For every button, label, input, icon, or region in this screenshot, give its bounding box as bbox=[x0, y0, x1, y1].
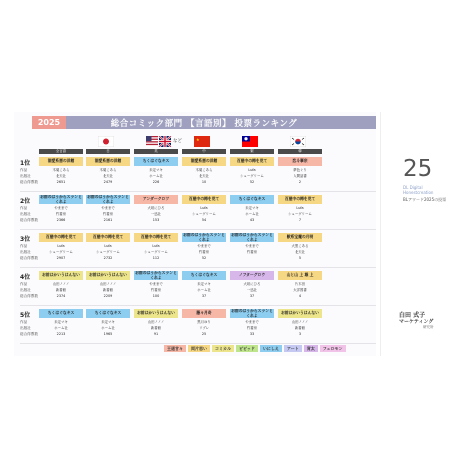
rank-label: 5位 bbox=[20, 312, 31, 319]
legend-chip: アート bbox=[284, 345, 302, 352]
work-publisher: 新書館 bbox=[102, 288, 114, 292]
row-label: 出版社 bbox=[20, 288, 31, 292]
work-author: 黒月ゆり bbox=[197, 320, 211, 324]
work-author: やままで bbox=[245, 244, 259, 248]
work-title[interactable]: ちくはぐなキス bbox=[182, 271, 226, 280]
taiwan-flag-icon bbox=[242, 135, 258, 147]
work-votes: 2374 bbox=[56, 294, 66, 298]
row-label: 出版社 bbox=[20, 326, 31, 330]
work-author: 山田ノノノ bbox=[291, 320, 309, 324]
work-votes: 100 bbox=[152, 294, 160, 298]
work-publisher: ホーム社 bbox=[101, 326, 115, 330]
year-badge: 2025 bbox=[32, 116, 66, 129]
work-title[interactable]: お前のはうからスランとくれよ bbox=[231, 309, 273, 318]
work-author: 山田ノノノ bbox=[147, 320, 165, 324]
legend-chip: フェロモン bbox=[320, 345, 346, 352]
work-votes: 226 bbox=[152, 180, 160, 184]
work-votes: 2651 bbox=[56, 180, 66, 184]
work-publisher: 竹書房 bbox=[55, 212, 67, 216]
work-publisher: 新書館 bbox=[150, 326, 162, 330]
row-divider bbox=[20, 343, 376, 344]
work-votes: 54 bbox=[201, 218, 207, 222]
work-title[interactable]: お前はかいうはんない bbox=[86, 271, 130, 280]
work-votes: 91 bbox=[153, 332, 159, 336]
work-title[interactable]: 百屋中の梅を見て bbox=[134, 233, 178, 242]
rank-label: 1位 bbox=[20, 160, 31, 167]
legend-chip: 王道甘々 bbox=[164, 345, 186, 352]
work-publisher: 北天社 bbox=[55, 174, 67, 178]
work-title[interactable]: お前のはうからスランとくれよ bbox=[40, 195, 82, 204]
work-author: 未定マキ bbox=[197, 282, 211, 286]
side-panel bbox=[380, 112, 447, 356]
work-title[interactable]: ノフターグロウ bbox=[230, 271, 274, 280]
side-caption-1: DL Digital bbox=[403, 185, 423, 190]
work-author: Lufa bbox=[104, 244, 112, 248]
work-votes: 3 bbox=[298, 332, 302, 336]
work-author: 未定マキ bbox=[54, 320, 68, 324]
row-divider bbox=[20, 229, 376, 230]
work-votes: 10 bbox=[201, 180, 207, 184]
work-author: 山田ノノノ bbox=[99, 282, 117, 286]
work-author: 片木田 bbox=[294, 282, 306, 286]
work-author: Lufa bbox=[57, 244, 65, 248]
work-author: Lufa bbox=[200, 206, 208, 210]
work-title[interactable]: お前はかいうはんない bbox=[39, 271, 83, 280]
row-label: 作品 bbox=[20, 244, 28, 248]
work-title[interactable]: ちくはぐなキス bbox=[134, 157, 178, 166]
work-title[interactable]: ちくはぐなキス bbox=[86, 309, 130, 318]
work-title[interactable]: お前はかいうはんない bbox=[134, 309, 178, 318]
side-caption-2: Honestcreation bbox=[403, 190, 434, 195]
column-header: 全言語 bbox=[39, 149, 83, 154]
legend-chip: 背太 bbox=[304, 345, 318, 352]
work-publisher: 竹書房 bbox=[246, 326, 258, 330]
column-header: 中 bbox=[182, 149, 226, 154]
work-publisher: 竹書房 bbox=[246, 250, 258, 254]
work-title[interactable]: 山と山 上 雄 上 bbox=[278, 271, 322, 280]
work-title[interactable]: ちくはぐなキス bbox=[39, 309, 83, 318]
work-votes: 2161 bbox=[103, 218, 113, 222]
work-votes: 2907 bbox=[56, 256, 66, 260]
svg-text:★: ★ bbox=[196, 136, 200, 142]
work-title[interactable]: 獣系宝魔の月明 bbox=[278, 233, 322, 242]
work-publisher: 北天社 bbox=[102, 174, 114, 178]
work-title[interactable]: 百屋中の梅を見て bbox=[278, 195, 322, 204]
work-votes: 7 bbox=[298, 218, 302, 222]
work-votes: 33 bbox=[249, 332, 255, 336]
work-author: Lufa bbox=[296, 206, 304, 210]
legend-chip: いにしえ bbox=[260, 345, 282, 352]
legend-chip: コミカル bbox=[212, 345, 234, 352]
work-votes: 25 bbox=[201, 332, 207, 336]
row-label: 作品 bbox=[20, 320, 28, 324]
work-author: 未定マキ bbox=[149, 168, 163, 172]
work-publisher: 竹書房 bbox=[150, 288, 162, 292]
work-publisher: リブレ bbox=[198, 326, 210, 330]
work-author: 大垣にひろ bbox=[243, 282, 261, 286]
work-author: 未定マキ bbox=[245, 206, 259, 210]
work-publisher: 一迅社 bbox=[246, 288, 258, 292]
brand-logo-line-3: 研究所 bbox=[423, 325, 434, 329]
work-publisher: ホーム社 bbox=[54, 326, 68, 330]
brand-logo-line-1: 白田 式子 bbox=[399, 312, 426, 319]
work-author: 木葉こあら bbox=[52, 168, 70, 172]
work-votes: 37 bbox=[249, 294, 255, 298]
work-author: 未定マキ bbox=[101, 320, 115, 324]
work-publisher: シューグリーム bbox=[192, 212, 216, 216]
brand-logo-line-2: マーケティング bbox=[399, 319, 434, 325]
rank-label: 2位 bbox=[20, 198, 31, 205]
work-publisher: 大洋図書 bbox=[293, 288, 307, 292]
work-author: やままで bbox=[101, 206, 115, 210]
row-label: 作品 bbox=[20, 282, 28, 286]
row-label: 総合得票数 bbox=[20, 256, 38, 260]
work-publisher: ホーム社 bbox=[149, 174, 163, 178]
work-author: やままで bbox=[149, 282, 163, 286]
work-title[interactable]: お前のはうからスランとくれよ bbox=[87, 195, 129, 204]
work-votes: 43 bbox=[249, 218, 255, 222]
work-author: 木葉こあら bbox=[99, 168, 117, 172]
work-votes: 2366 bbox=[56, 218, 66, 222]
work-author: やままで bbox=[54, 206, 68, 210]
work-votes: 2732 bbox=[103, 256, 113, 260]
work-votes: 112 bbox=[152, 256, 160, 260]
work-title[interactable]: 百屋中の梅を見て bbox=[86, 233, 130, 242]
work-title[interactable]: 恋斗事宗 bbox=[278, 157, 322, 166]
row-label: 総合得票数 bbox=[20, 332, 38, 336]
work-votes: 2209 bbox=[103, 294, 113, 298]
row-label: 作品 bbox=[20, 168, 28, 172]
work-publisher: 竹書房 bbox=[102, 212, 114, 216]
rank-label: 4位 bbox=[20, 274, 31, 281]
work-author: やままで bbox=[245, 320, 259, 324]
side-caption-3: BLアワード2025の投票 bbox=[403, 197, 447, 202]
work-votes: 2479 bbox=[103, 180, 113, 184]
side-number: 25 bbox=[403, 156, 433, 182]
work-title[interactable]: お前のはうからスランとくれよ bbox=[231, 233, 273, 242]
work-publisher: ホーム社 bbox=[245, 212, 259, 216]
work-publisher: シューグリーム bbox=[240, 174, 264, 178]
brand-logo bbox=[399, 312, 445, 336]
work-title[interactable]: 百屋中の梅を見て bbox=[230, 157, 274, 166]
work-author: Lufa bbox=[248, 168, 256, 172]
work-title[interactable]: ちくはぐなキス bbox=[230, 195, 274, 204]
legend-chip: ビビッド bbox=[236, 345, 258, 352]
work-author: Lufa bbox=[152, 244, 160, 248]
work-publisher: シューグリーム bbox=[49, 250, 73, 254]
column-header: 韓 bbox=[278, 149, 322, 154]
legend-chip: 両片思い bbox=[188, 345, 210, 352]
rank-label: 3位 bbox=[20, 236, 31, 243]
work-votes: 52 bbox=[249, 180, 255, 184]
column-header: 繁 bbox=[230, 149, 274, 154]
row-label: 総合得票数 bbox=[20, 294, 38, 298]
work-publisher: 北天社 bbox=[198, 174, 210, 178]
korea-flag-icon bbox=[290, 135, 306, 147]
row-label: 出版社 bbox=[20, 250, 31, 254]
work-title[interactable]: 百屋中の梅を見て bbox=[182, 195, 226, 204]
work-votes: 5 bbox=[298, 256, 302, 260]
work-publisher: 一迅社 bbox=[150, 212, 162, 216]
work-author: 夢色ぐり bbox=[293, 168, 307, 172]
work-author: 木葉こあら bbox=[195, 168, 213, 172]
us-uk-flag-icon bbox=[146, 135, 182, 147]
row-divider bbox=[20, 267, 376, 268]
work-title[interactable]: お前のはうからスランとくれよ bbox=[135, 271, 177, 280]
row-divider bbox=[20, 305, 376, 306]
work-publisher: 竹書房 bbox=[198, 250, 210, 254]
japan-flag-icon bbox=[98, 135, 114, 147]
work-title[interactable]: 溺愛系悪の洋館 bbox=[86, 157, 130, 166]
column-header: 日 bbox=[86, 149, 130, 154]
work-publisher: シューグリーム bbox=[96, 250, 120, 254]
flag-extra-label: など bbox=[173, 139, 182, 144]
work-author: 山田ノノノ bbox=[52, 282, 70, 286]
row-label: 出版社 bbox=[20, 212, 31, 216]
work-publisher: 入間話書 bbox=[293, 174, 307, 178]
ranking-card bbox=[14, 112, 446, 356]
work-author: 大黒こある bbox=[291, 244, 309, 248]
work-votes: 1965 bbox=[103, 332, 113, 336]
work-votes: 37 bbox=[201, 294, 207, 298]
work-publisher: ホーム社 bbox=[197, 288, 211, 292]
work-author: やままで bbox=[197, 244, 211, 248]
work-publisher: 新書館 bbox=[294, 326, 306, 330]
work-publisher: シューグリーム bbox=[288, 212, 312, 216]
work-title[interactable]: 溺愛系悪の洋館 bbox=[182, 157, 226, 166]
row-label: 作品 bbox=[20, 206, 28, 210]
work-votes: 52 bbox=[201, 256, 207, 260]
work-votes: 2213 bbox=[56, 332, 66, 336]
genre-legend bbox=[164, 345, 348, 352]
column-header: 英 bbox=[134, 149, 178, 154]
work-title[interactable]: アンダークロツ bbox=[134, 195, 178, 204]
row-divider bbox=[20, 191, 376, 192]
work-votes: 153 bbox=[152, 218, 160, 222]
work-author: 大垣にひろ bbox=[147, 206, 165, 210]
work-publisher: 新書館 bbox=[55, 288, 67, 292]
china-flag-icon bbox=[194, 135, 210, 147]
work-title[interactable]: 百屋中の梅を見て bbox=[39, 233, 83, 242]
work-title[interactable]: お前はかいうはんない bbox=[278, 309, 322, 318]
ranking-banner bbox=[32, 116, 376, 129]
page-title: 総合コミック部門 【言語別】 投票ランキング bbox=[110, 118, 298, 129]
work-title[interactable]: 溺愛系悪の洋館 bbox=[39, 157, 83, 166]
work-title[interactable]: 藤々月奇 bbox=[182, 309, 226, 318]
row-label: 出版社 bbox=[20, 174, 31, 178]
work-votes: 4 bbox=[298, 294, 302, 298]
work-publisher: 北天社 bbox=[294, 250, 306, 254]
work-votes: 2 bbox=[298, 180, 302, 184]
row-label: 総合得票数 bbox=[20, 218, 38, 222]
row-label: 総合得票数 bbox=[20, 180, 38, 184]
work-publisher: シューグリーム bbox=[144, 250, 168, 254]
work-title[interactable]: お前のはうからスランとくれよ bbox=[183, 233, 225, 242]
ranking-panel bbox=[14, 112, 376, 356]
